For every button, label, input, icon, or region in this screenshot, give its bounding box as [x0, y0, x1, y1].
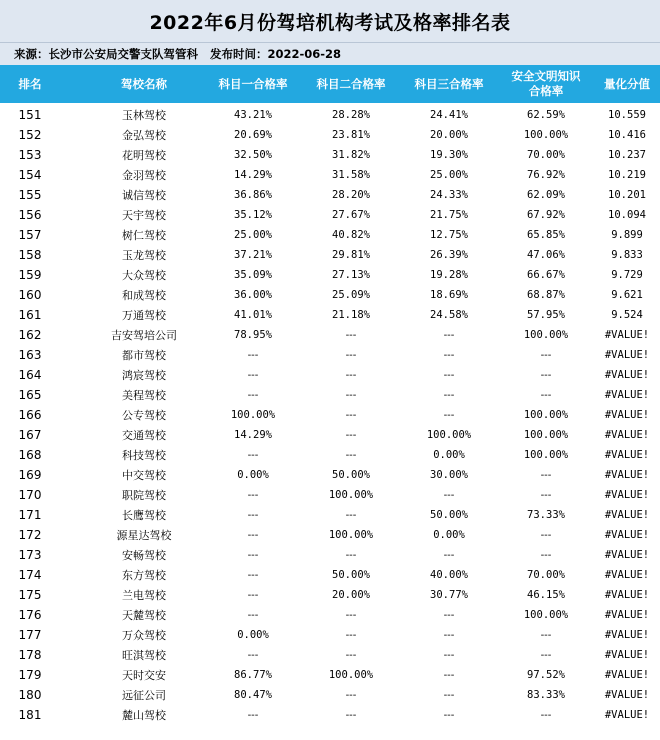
subject1-cell: --- [247, 489, 259, 501]
subject1-cell: --- [247, 709, 259, 721]
safety-cell: 100.00% [523, 429, 569, 441]
table-row [0, 285, 660, 305]
subject3-cell: 12.75% [430, 229, 468, 241]
subject2-cell: 40.82% [332, 229, 370, 241]
score-cell: #VALUE! [604, 349, 650, 361]
subject2-cell: --- [345, 369, 357, 381]
score-cell: #VALUE! [604, 529, 650, 541]
score-cell: 10.201 [608, 189, 646, 201]
school-name-cell: 都市驾校 [122, 349, 166, 362]
table-row [0, 625, 660, 645]
subject2-cell: 31.58% [332, 169, 370, 181]
subject3-cell: --- [443, 629, 455, 641]
subject3-cell: 25.00% [430, 169, 468, 181]
school-name-cell: 东方驾校 [122, 569, 166, 582]
subject3-cell: --- [443, 669, 455, 681]
subject3-cell: --- [443, 329, 455, 341]
score-cell: 9.621 [611, 289, 643, 301]
table-row [0, 705, 660, 725]
table-row [0, 125, 660, 145]
subject2-cell: --- [345, 709, 357, 721]
table-row [0, 325, 660, 345]
school-name-cell: 天时交安 [122, 669, 166, 682]
subject1-cell: --- [247, 589, 259, 601]
rank-cell: 158 [18, 248, 42, 262]
rank-cell: 151 [18, 108, 42, 122]
school-name-cell: 诚信驾校 [122, 189, 166, 202]
score-cell: 10.237 [608, 149, 646, 161]
safety-cell: 100.00% [523, 329, 569, 341]
safety-cell: 62.59% [527, 109, 565, 121]
subject1-cell: --- [247, 369, 259, 381]
subject3-cell: 26.39% [430, 249, 468, 261]
subject2-cell: 27.67% [332, 209, 370, 221]
subject1-cell: 43.21% [234, 109, 272, 121]
school-name-cell: 安畅驾校 [122, 549, 166, 562]
subject2-cell: 23.81% [332, 129, 370, 141]
rank-cell: 157 [18, 228, 42, 242]
subject2-cell: --- [345, 549, 357, 561]
page-title: 2022年6月份驾培机构考试及格率排名表 [149, 11, 511, 34]
subject2-cell: 100.00% [328, 529, 374, 541]
safety-cell: 100.00% [523, 449, 569, 461]
subject1-cell: 32.50% [234, 149, 272, 161]
header-subject3-rate: 科目三合格率 [400, 65, 498, 103]
table-row [0, 505, 660, 525]
subject2-cell: --- [345, 349, 357, 361]
rank-cell: 159 [18, 268, 42, 282]
subject1-cell: 0.00% [237, 469, 269, 481]
header-rank: 排名 [0, 65, 84, 103]
school-name-cell: 金羽驾校 [122, 169, 166, 182]
score-cell: #VALUE! [604, 369, 650, 381]
table-row [0, 365, 660, 385]
subject1-cell: 86.77% [234, 669, 272, 681]
subject2-cell: --- [345, 409, 357, 421]
subject2-cell: 31.82% [332, 149, 370, 161]
safety-cell: 47.06% [527, 249, 565, 261]
rank-cell: 156 [18, 208, 42, 222]
table-row [0, 205, 660, 225]
table-row [0, 245, 660, 265]
subject3-cell: 50.00% [430, 509, 468, 521]
header-subject2-rate: 科目二合格率 [302, 65, 400, 103]
score-cell: #VALUE! [604, 509, 650, 521]
school-name-cell: 美程驾校 [122, 389, 166, 402]
table-row [0, 545, 660, 565]
safety-cell: 97.52% [527, 669, 565, 681]
score-cell: #VALUE! [604, 609, 650, 621]
table-row [0, 685, 660, 705]
source-label: 来源：长沙市公安局交警支队驾管科 [14, 47, 198, 61]
safety-cell: --- [540, 489, 552, 501]
subject2-cell: --- [345, 329, 357, 341]
header-safety-rate: 安全文明知识 合格率 [498, 65, 594, 103]
score-cell: 9.524 [611, 309, 643, 321]
school-name-cell: 公专驾校 [122, 409, 166, 422]
subject3-cell: 0.00% [433, 449, 465, 461]
score-cell: #VALUE! [604, 709, 650, 721]
score-cell: #VALUE! [604, 629, 650, 641]
rank-cell: 175 [18, 588, 42, 602]
subject1-cell: 100.00% [230, 409, 276, 421]
subject3-cell: --- [443, 689, 455, 701]
subject3-cell: 30.77% [430, 589, 468, 601]
safety-cell: --- [540, 369, 552, 381]
safety-cell: --- [540, 629, 552, 641]
table-row [0, 645, 660, 665]
safety-cell: 66.67% [527, 269, 565, 281]
score-cell: #VALUE! [604, 669, 650, 681]
subject1-cell: 20.69% [234, 129, 272, 141]
school-name-cell: 兰电驾校 [122, 589, 166, 602]
table-row [0, 485, 660, 505]
table-row [0, 585, 660, 605]
score-cell: #VALUE! [604, 569, 650, 581]
subject1-cell: --- [247, 649, 259, 661]
subject2-cell: --- [345, 509, 357, 521]
score-cell: 9.833 [611, 249, 643, 261]
table-row [0, 165, 660, 185]
table-row [0, 305, 660, 325]
score-cell: #VALUE! [604, 449, 650, 461]
subject1-cell: 14.29% [234, 169, 272, 181]
subject1-cell: 80.47% [234, 689, 272, 701]
score-cell: 10.094 [608, 209, 646, 221]
safety-cell: 68.87% [527, 289, 565, 301]
rank-cell: 154 [18, 168, 42, 182]
school-name-cell: 万通驾校 [122, 309, 166, 322]
rank-cell: 160 [18, 288, 42, 302]
school-name-cell: 交通驾校 [122, 429, 166, 442]
score-cell: #VALUE! [604, 489, 650, 501]
table-row [0, 605, 660, 625]
school-name-cell: 大众驾校 [122, 269, 166, 282]
school-name-cell: 职院驾校 [122, 489, 166, 502]
subject3-cell: --- [443, 489, 455, 501]
subject3-cell: --- [443, 349, 455, 361]
school-name-cell: 树仁驾校 [122, 229, 166, 242]
school-name-cell: 金弘驾校 [122, 129, 166, 142]
subject2-cell: 21.18% [332, 309, 370, 321]
table-row [0, 185, 660, 205]
subject3-cell: 19.28% [430, 269, 468, 281]
subject3-cell: 40.00% [430, 569, 468, 581]
safety-cell: --- [540, 469, 552, 481]
safety-cell: 70.00% [527, 149, 565, 161]
safety-cell: 46.15% [527, 589, 565, 601]
score-cell: #VALUE! [604, 329, 650, 341]
score-cell: 10.416 [608, 129, 646, 141]
rank-cell: 163 [18, 348, 42, 362]
table-row [0, 465, 660, 485]
score-cell: #VALUE! [604, 649, 650, 661]
school-name-cell: 中交驾校 [122, 469, 166, 482]
subject1-cell: 36.00% [234, 289, 272, 301]
subject3-cell: --- [443, 549, 455, 561]
subject2-cell: --- [345, 449, 357, 461]
subject3-cell: 18.69% [430, 289, 468, 301]
subject2-cell: 100.00% [328, 489, 374, 501]
safety-cell: 73.33% [527, 509, 565, 521]
subject2-cell: 27.13% [332, 269, 370, 281]
score-cell: #VALUE! [604, 589, 650, 601]
rank-cell: 172 [18, 528, 42, 542]
ranking-table [0, 65, 660, 725]
rank-cell: 170 [18, 488, 42, 502]
subject2-cell: 100.00% [328, 669, 374, 681]
rank-cell: 177 [18, 628, 42, 642]
table-row [0, 145, 660, 165]
school-name-cell: 和成驾校 [122, 289, 166, 302]
table-row [0, 445, 660, 465]
safety-cell: --- [540, 529, 552, 541]
subject3-cell: 24.41% [430, 109, 468, 121]
header-score: 量化分值 [594, 65, 660, 103]
safety-cell: 62.09% [527, 189, 565, 201]
school-name-cell: 旺淇驾校 [122, 649, 166, 662]
rank-cell: 153 [18, 148, 42, 162]
table-row [0, 265, 660, 285]
safety-cell: 100.00% [523, 609, 569, 621]
safety-cell: 70.00% [527, 569, 565, 581]
rank-cell: 161 [18, 308, 42, 322]
rank-cell: 173 [18, 548, 42, 562]
source-line [0, 43, 660, 65]
safety-cell: --- [540, 389, 552, 401]
score-cell: #VALUE! [604, 429, 650, 441]
school-name-cell: 长鹰驾校 [122, 509, 166, 522]
rank-cell: 152 [18, 128, 42, 142]
rank-cell: 166 [18, 408, 42, 422]
publish-date: 发布时间：2022-06-28 [210, 47, 342, 61]
subject3-cell: 24.58% [430, 309, 468, 321]
rank-cell: 174 [18, 568, 42, 582]
subject1-cell: 78.95% [234, 329, 272, 341]
rank-cell: 179 [18, 668, 42, 682]
table-header [0, 65, 660, 103]
subject3-cell: 24.33% [430, 189, 468, 201]
school-name-cell: 鸿宸驾校 [122, 369, 166, 382]
rank-cell: 169 [18, 468, 42, 482]
safety-cell: 76.92% [527, 169, 565, 181]
subject1-cell: 25.00% [234, 229, 272, 241]
rank-cell: 162 [18, 328, 42, 342]
subject3-cell: --- [443, 369, 455, 381]
subject2-cell: 25.09% [332, 289, 370, 301]
school-name-cell: 花明驾校 [122, 149, 166, 162]
score-cell: 10.559 [608, 109, 646, 121]
subject2-cell: --- [345, 649, 357, 661]
subject1-cell: 0.00% [237, 629, 269, 641]
safety-cell: 57.95% [527, 309, 565, 321]
rank-cell: 168 [18, 448, 42, 462]
header-row [0, 65, 660, 103]
subject1-cell: --- [247, 449, 259, 461]
rank-cell: 155 [18, 188, 42, 202]
score-cell: 10.219 [608, 169, 646, 181]
subject2-cell: 28.28% [332, 109, 370, 121]
subject3-cell: --- [443, 389, 455, 401]
subject1-cell: --- [247, 529, 259, 541]
score-cell: 9.729 [611, 269, 643, 281]
safety-cell: --- [540, 349, 552, 361]
school-name-cell: 源星达驾校 [116, 529, 172, 542]
rank-cell: 178 [18, 648, 42, 662]
table-row [0, 565, 660, 585]
subject3-cell: 21.75% [430, 209, 468, 221]
score-cell: #VALUE! [604, 549, 650, 561]
subject3-cell: 30.00% [430, 469, 468, 481]
rank-cell: 181 [18, 708, 42, 722]
rank-cell: 165 [18, 388, 42, 402]
safety-cell: --- [540, 549, 552, 561]
subject1-cell: 41.01% [234, 309, 272, 321]
score-cell: #VALUE! [604, 689, 650, 701]
header-school-name: 驾校名称 [84, 65, 204, 103]
school-name-cell: 麓山驾校 [122, 709, 166, 722]
safety-cell: 100.00% [523, 409, 569, 421]
table-row [0, 665, 660, 685]
table-row [0, 385, 660, 405]
subject1-cell: 35.09% [234, 269, 272, 281]
subject1-cell: --- [247, 569, 259, 581]
subject3-cell: --- [443, 409, 455, 421]
subject2-cell: --- [345, 609, 357, 621]
subject1-cell: --- [247, 609, 259, 621]
score-cell: #VALUE! [604, 409, 650, 421]
subject2-cell: --- [345, 429, 357, 441]
safety-cell: 67.92% [527, 209, 565, 221]
subject3-cell: 19.30% [430, 149, 468, 161]
table-row [0, 405, 660, 425]
school-name-cell: 玉林驾校 [122, 109, 166, 122]
subject3-cell: 100.00% [426, 429, 472, 441]
subject2-cell: 29.81% [332, 249, 370, 261]
school-name-cell: 玉龙驾校 [122, 249, 166, 262]
rank-cell: 180 [18, 688, 42, 702]
table-row [0, 225, 660, 245]
score-cell: #VALUE! [604, 389, 650, 401]
school-name-cell: 天宇驾校 [122, 209, 166, 222]
table-row [0, 345, 660, 365]
school-name-cell: 万众驾校 [122, 629, 166, 642]
school-name-cell: 天麓驾校 [122, 609, 166, 622]
subject3-cell: --- [443, 649, 455, 661]
rank-cell: 167 [18, 428, 42, 442]
subject3-cell: 0.00% [433, 529, 465, 541]
safety-cell: 100.00% [523, 129, 569, 141]
subject1-cell: 35.12% [234, 209, 272, 221]
subject2-cell: 28.20% [332, 189, 370, 201]
safety-cell: --- [540, 649, 552, 661]
subject1-cell: --- [247, 509, 259, 521]
subject1-cell: 37.21% [234, 249, 272, 261]
table-row [0, 525, 660, 545]
school-name-cell: 吉安驾培公司 [111, 329, 177, 342]
school-name-cell: 远征公司 [122, 689, 166, 702]
subject2-cell: 50.00% [332, 469, 370, 481]
header-subject1-rate: 科目一合格率 [204, 65, 302, 103]
subject1-cell: 14.29% [234, 429, 272, 441]
subject2-cell: 20.00% [332, 589, 370, 601]
subject1-cell: --- [247, 349, 259, 361]
subject2-cell: --- [345, 689, 357, 701]
rank-cell: 164 [18, 368, 42, 382]
title-bar [0, 0, 660, 43]
subject1-cell: --- [247, 389, 259, 401]
subject2-cell: --- [345, 629, 357, 641]
school-name-cell: 科技驾校 [122, 449, 166, 462]
subject3-cell: --- [443, 609, 455, 621]
subject2-cell: 50.00% [332, 569, 370, 581]
subject2-cell: --- [345, 389, 357, 401]
score-cell: 9.899 [611, 229, 643, 241]
subject3-cell: --- [443, 709, 455, 721]
table-body [0, 103, 660, 725]
safety-cell: --- [540, 709, 552, 721]
safety-cell: 65.85% [527, 229, 565, 241]
safety-cell: 83.33% [527, 689, 565, 701]
subject1-cell: --- [247, 549, 259, 561]
rank-cell: 171 [18, 508, 42, 522]
subject3-cell: 20.00% [430, 129, 468, 141]
rank-cell: 176 [18, 608, 42, 622]
subject1-cell: 36.86% [234, 189, 272, 201]
table-row [0, 425, 660, 445]
table-row [0, 103, 660, 125]
score-cell: #VALUE! [604, 469, 650, 481]
